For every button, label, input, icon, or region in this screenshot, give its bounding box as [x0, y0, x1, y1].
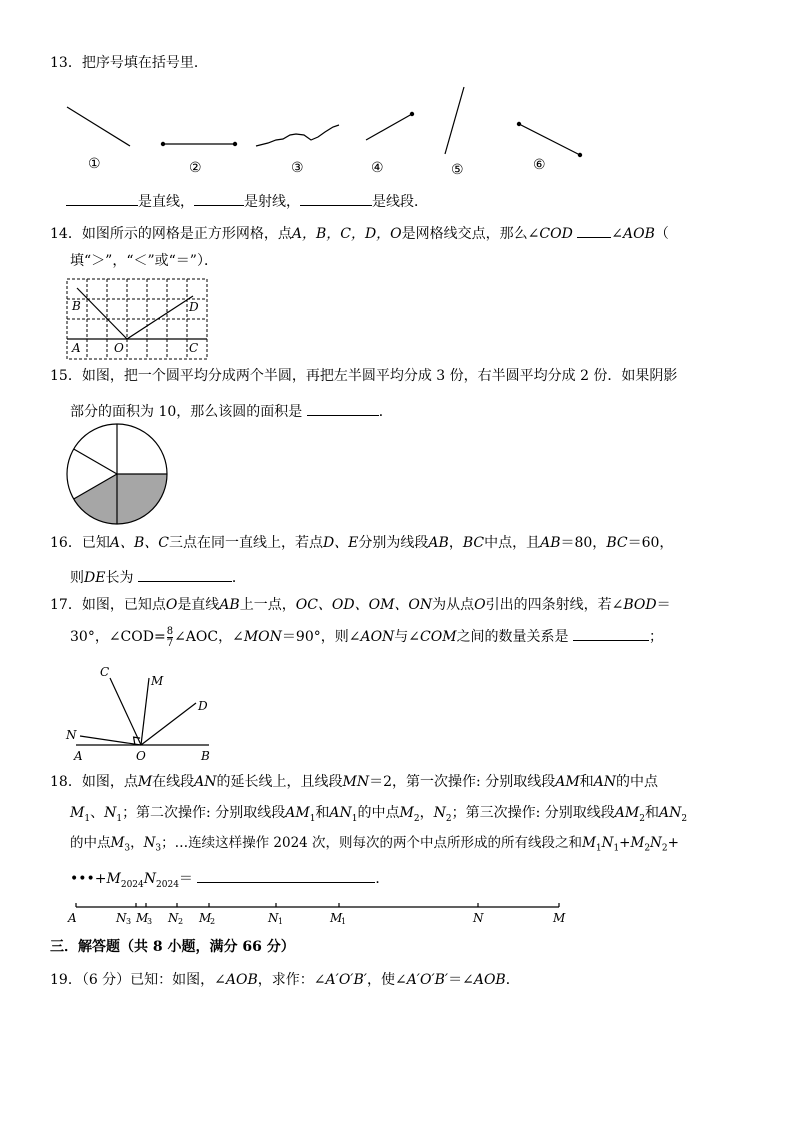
blank-area[interactable]: [307, 401, 379, 416]
q16-line1: 16．已知A、B、C三点在同一直线上，若点D、E分别为线段AB，BC中点，且AB＝80，BC＝60，: [50, 535, 674, 551]
ray-od: [141, 703, 196, 745]
figure-1-line: [67, 107, 130, 146]
blank-de[interactable]: [138, 567, 232, 582]
ray-on: [80, 736, 141, 745]
q18-line3: 的中点$M_3$，$N_3$；…连续这样操作 2024 次，则每次的两个中点所形成的所有线段之和$M_1N_1+M_2N_2+$: [70, 835, 679, 854]
label-4: ④: [371, 160, 384, 176]
label-M2-sub: 2: [210, 917, 216, 926]
label-O: O: [114, 341, 124, 355]
label-2: ②: [189, 160, 202, 176]
blank-line[interactable]: [66, 191, 138, 206]
label-M1-sub: 1: [341, 917, 347, 926]
ray-oc: [110, 678, 141, 745]
blank-ray[interactable]: [194, 191, 244, 206]
label-A: A: [68, 911, 77, 925]
label-N2-sub: 2: [178, 917, 184, 926]
label-O: O: [136, 749, 146, 763]
blank-segment[interactable]: [300, 191, 372, 206]
label-N: N: [66, 728, 77, 742]
label-M: M: [553, 911, 566, 925]
q13-answer-line: 是直线， 是射线， 是线段．: [66, 191, 428, 209]
label-A: A: [72, 341, 81, 355]
figure-6-segment: [519, 124, 580, 155]
q14-line2: 填“＞”，“＜”或“＝”）．: [70, 253, 218, 269]
label-M3: M: [136, 911, 149, 925]
fraction-8-7: $\frac{8}{7}$: [166, 625, 174, 649]
label-N: N: [473, 911, 484, 925]
label-3: ③: [291, 160, 304, 176]
label-N1-sub: 1: [278, 917, 284, 926]
q17-line1: 17．如图，已知点O是直线AB上一点，OC、OD、OM、ON为从点O引出的四条射线，若∠BOD＝: [50, 597, 671, 613]
label-N1: N: [268, 911, 279, 925]
figure-6-endpoint: [578, 153, 582, 157]
q19-line: 19．（6 分）已知：如图，∠AOB，求作：∠A′O′B′，使∠A′O′B′＝∠AOB．: [50, 972, 520, 988]
label-B: B: [72, 299, 81, 313]
label-A: A: [74, 749, 83, 763]
q18-line4: $•••+M_{2024}N_{2024}=$ ．: [70, 868, 389, 890]
q13-figures: [0, 80, 794, 180]
ray-ob: [77, 288, 127, 339]
figure-3-curve: [256, 125, 339, 146]
figure-4-endpoint: [410, 112, 414, 116]
label-D: D: [198, 699, 208, 713]
q15-line1: 15．如图，把一个圆平均分成两个半圆，再把左半圆平均分成 3 份，右半圆平均分成 2 份．如果阴影: [50, 368, 678, 384]
q18-line1: 18．如图，点M在线段AN的延长线上，且线段MN＝2，第一次操作: 分别取线段AM和AN的中点: [50, 774, 659, 790]
figure-5-line: [445, 87, 464, 154]
label-M3-sub: 3: [147, 917, 153, 926]
label-1: ①: [88, 156, 101, 172]
q15-circle-figure: [64, 422, 174, 526]
q18-line2: $M_1$、$N_1$；第二次操作: 分别取线段$AM_1$和$AN_1$的中点$M_2$，$N_2$；第三次操作: 分别取线段$AM_2$和$AN_2$: [70, 805, 688, 824]
label-M: M: [151, 674, 164, 688]
blank-sum[interactable]: [197, 868, 375, 883]
q17-line2: 30°，∠COD= $\frac{8}{7}$ ∠AOC，∠MON＝90°，则∠AON与∠COM之间的数量关系是 ；: [70, 625, 664, 649]
q17-figure: [60, 660, 230, 766]
q16-line2: 则DE长为 ．: [70, 567, 246, 585]
shaded-left-sector: [74, 474, 117, 524]
figure-2-endpoint: [233, 142, 237, 146]
label-M2: M: [199, 911, 212, 925]
label-5: ⑤: [451, 162, 464, 178]
label-D: D: [189, 300, 199, 314]
shaded-right-quarter: [117, 474, 167, 524]
ray-od: [127, 296, 193, 339]
q14-grid-figure: [60, 274, 220, 364]
q18-number-line: [60, 898, 580, 928]
ray-om: [141, 678, 149, 745]
blank-compare[interactable]: [577, 223, 611, 238]
figure-4-ray: [366, 114, 412, 140]
q13-stem: 13．把序号填在括号里．: [50, 55, 208, 71]
label-M1: M: [330, 911, 343, 925]
label-C: C: [100, 665, 110, 679]
label-N3: N: [116, 911, 127, 925]
section-3-heading: 三．解答题（共 8 小题，满分 66 分）: [50, 939, 295, 955]
label-N2: N: [168, 911, 179, 925]
label-N3-sub: 3: [126, 917, 132, 926]
q15-line2: 部分的面积为 10，那么该圆的面积是 ．: [70, 401, 393, 419]
figure-2-endpoint: [161, 142, 165, 146]
label-C: C: [189, 341, 199, 355]
q14-line1: 14．如图所示的网格是正方形网格，点A，B，C，D，O是网格线交点，那么∠COD ∠AOB（: [50, 223, 669, 241]
label-B: B: [201, 749, 210, 763]
blank-relation[interactable]: [573, 626, 649, 641]
label-6: ⑥: [533, 157, 546, 173]
figure-6-endpoint: [517, 122, 521, 126]
